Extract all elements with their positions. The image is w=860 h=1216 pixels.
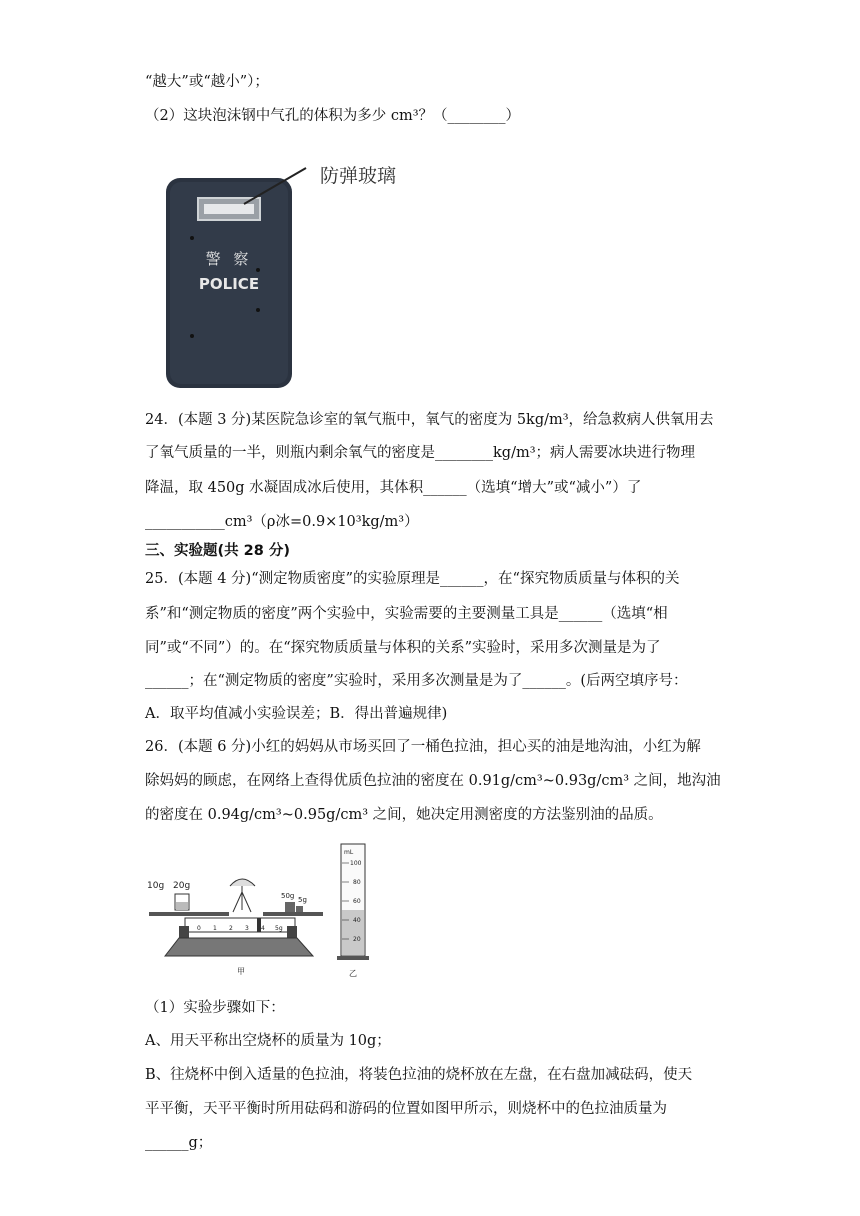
police-shield-figure <box>160 158 420 390</box>
text-line-17: A、用天平称出空烧杯的质量为 10g； <box>145 1033 391 1049</box>
text-line-11: ______；在“测定物质的密度”实验时，采用多次测量是为了______。(后两空填序号： <box>145 673 688 689</box>
cylinder-base <box>337 956 369 960</box>
text-line-18: B、往烧杯中倒入适量的色拉油，将装色拉油的烧杯放在左盘，在右盘加减砝码，使天 <box>145 1067 693 1083</box>
text-line-20: ______g； <box>145 1135 213 1151</box>
text-line-2: （2）这块泡沫钢中气孔的体积为多少 cm³？（________） <box>145 108 521 124</box>
mass-label-20g: 20g <box>173 881 191 891</box>
text-line-15: 的密度在 0.94g/cm³~0.95g/cm³ 之间，她决定用测密度的方法鉴别油的品质。 <box>145 807 663 823</box>
weight-50g <box>285 902 295 912</box>
weight-label-5g: 5g <box>298 896 307 904</box>
graduated-cylinder-figure <box>335 840 375 978</box>
cylinder-tick-100: 100 <box>350 860 362 867</box>
right-adjust-knob <box>287 926 297 938</box>
right-pan <box>263 912 323 916</box>
text-line-10: 同”或“不同”）的。在“探究物质质量与体积的关系”实验时，采用多次测量是为了 <box>145 640 661 656</box>
figure-caption-yi: 乙 <box>349 969 357 978</box>
scale-tick-1: 1 <box>213 925 217 932</box>
scale-tick-4: 4 <box>261 925 265 932</box>
weight-label-50g: 50g <box>281 892 295 900</box>
shield-text-cn: 警 察 <box>205 250 253 268</box>
figure-caption-jia: 甲 <box>237 967 245 976</box>
rider <box>257 918 261 932</box>
cylinder-unit: mL <box>344 849 354 856</box>
text-line-1: “越大”或“越小”）； <box>145 74 269 90</box>
text-line-16: （1）实验步骤如下： <box>145 1000 285 1016</box>
cylinder-tick-40: 40 <box>353 917 361 924</box>
cylinder-tick-80: 80 <box>353 879 361 886</box>
cylinder-tick-20: 20 <box>353 936 361 943</box>
text-line-4: 了氧气质量的一半，则瓶内剩余氧气的密度是________kg/m³；病人需要冰块进行物理 <box>145 445 696 461</box>
weight-5g <box>296 906 303 912</box>
scale-tick-3: 3 <box>245 925 249 932</box>
balance-pointer-dial <box>230 879 255 886</box>
shield-text-en: POLICE <box>198 275 260 293</box>
mass-label-10g: 10g <box>147 881 165 891</box>
cylinder-tick-60: 60 <box>353 898 361 905</box>
callout-label: 防弹玻璃 <box>320 165 397 187</box>
text-line-8: 25．(本题 4 分)“测定物质密度”的实验原理是______，在“探究物质质量与体积的关 <box>145 571 680 587</box>
scale-tick-2: 2 <box>229 925 233 932</box>
text-line-12: A．取平均值减小实验误差；B．得出普遍规律) <box>145 706 448 722</box>
left-pan <box>149 912 229 916</box>
balance-figure <box>145 860 330 978</box>
text-line-13: 26．(本题 6 分)小红的妈妈从市场买回了一桶色拉油，担心买的油是地沟油，小红为解 <box>145 739 701 755</box>
text-line-3: 24．(本题 3 分)某医院急诊室的氧气瓶中，氧气的密度为 5kg/m³，给急救病人供氧用去 <box>145 412 714 428</box>
text-line-9: 系”和“测定物质的密度”两个实验中，实验需要的主要测量工具是______（选填“相 <box>145 606 668 622</box>
text-line-19: 平平衡，天平平衡时所用砝码和游码的位置如图甲所示，则烧杯中的色拉油质量为 <box>145 1101 667 1117</box>
scale-tick-5g: 5g <box>275 925 283 932</box>
scale-tick-0: 0 <box>197 925 201 932</box>
text-line-5: 降温，取 450g 水凝固成冰后使用，其体积______（选填“增大”或“减小”）了 <box>145 480 642 496</box>
section-heading: 三、实验题(共 28 分) <box>145 543 291 559</box>
text-line-14: 除妈妈的顾虑，在网络上查得优质色拉油的密度在 0.91g/cm³~0.93g/cm³ 之间，地沟油 <box>145 773 721 789</box>
left-adjust-knob <box>179 926 189 938</box>
text-line-6: ___________cm³（ρ冰=0.9×10³kg/m³） <box>145 514 419 530</box>
balance-base <box>165 938 313 956</box>
